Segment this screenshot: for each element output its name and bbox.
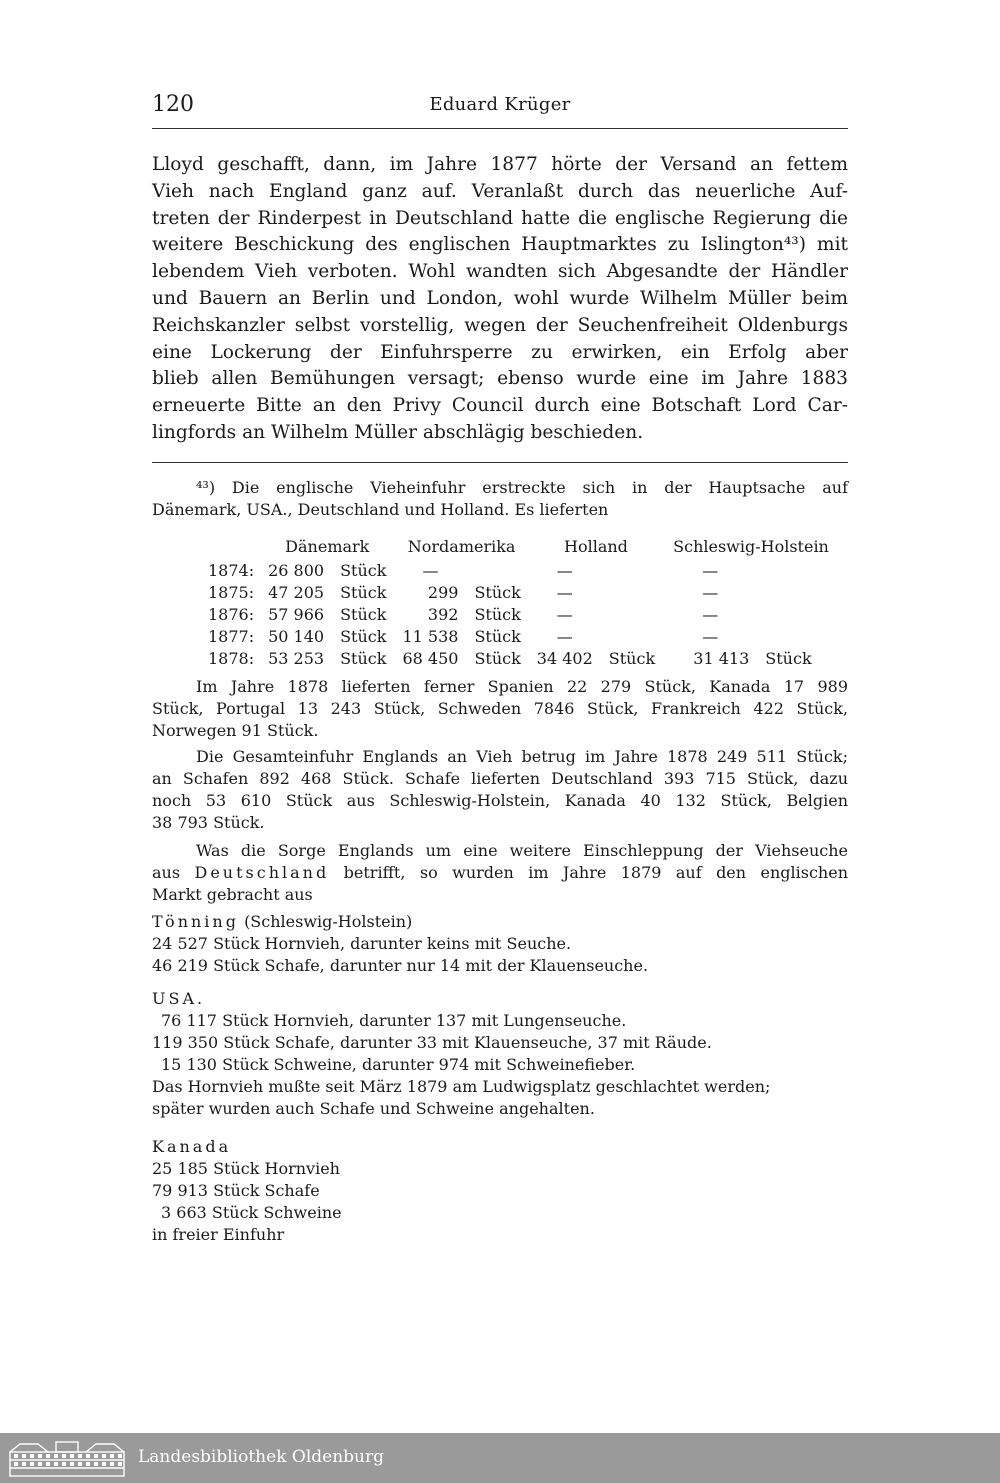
unit-cell: Stück [474,604,521,624]
library-name: Landesbibliothek Oldenburg [138,1447,385,1467]
value-cell: — [702,582,719,602]
unit-cell: Stück [765,648,812,668]
footnote-line: Markt gebracht aus [152,885,313,904]
unit-cell [601,603,663,625]
footnote-intro [152,477,848,521]
text-line: und Bauern an Berlin und London, wohl wurde Wilhelm Müller beim [152,287,848,309]
value-cell: — [702,626,719,646]
value-cell: 47 205 [268,582,325,602]
footnote-line: Stück, Portugal 13 243 Stück, Schweden 7846 Stück, Frankreich 422 Stück, [152,699,848,718]
unit-cell: Stück [340,582,387,602]
year-cell: 1875: [208,582,255,602]
footnote-line: an Schafen 892 468 Stück. Schafe lieferten Deutschland 393 715 Stück, dazu [152,769,848,788]
column-header-year [200,533,260,559]
value-cell: 57 966 [268,604,325,624]
table-header-row [200,533,839,559]
paragraph-1878 [152,676,848,742]
value-cell: — [556,582,573,602]
list-item: 119 350 Stück Schafe, darunter 33 mit Klauenseuche, 37 mit Räude. [152,1033,712,1052]
cattle-import-table [200,533,839,669]
footnote-line: noch 53 610 Stück aus Schleswig-Holstein, Kanada 40 132 Stück, Belgien [152,791,848,810]
column-header: Holland [564,536,628,556]
unit-cell: Stück [340,626,387,646]
paragraph-total-imports [152,746,848,834]
text-line: eine Lockerung der Einfuhrsperre zu erwirken, ein Erfolg aber [152,341,848,363]
page-header [152,92,848,122]
spaced-word: Deutschland [194,863,330,882]
footer-bar [0,1433,1000,1483]
column-header: Schleswig-Holstein [673,536,829,556]
list-item: später wurden auch Schafe und Schweine angehalten. [152,1099,595,1118]
section-usa [152,988,848,1120]
value-cell: — [556,560,573,580]
unit-cell: Stück [474,582,521,602]
list-item: 25 185 Stück Hornvieh [152,1159,340,1178]
unit-cell [757,581,839,603]
unit-cell: Stück [474,626,521,646]
text-line: weitere Beschickung des englischen Hauptmarktes zu Islington⁴³) mit [152,234,848,256]
year-cell: 1876: [208,604,255,624]
footnote-line: 38 793 Stück. [152,813,265,832]
unit-cell [466,559,528,581]
table-row [200,647,839,669]
footnote-line: Die Gesamteinfuhr Englands an Vieh betrug im Jahre 1878 249 511 Stück; [196,747,848,766]
unit-cell [601,559,663,581]
value-cell: 34 402 [536,648,593,668]
table-row [200,559,839,581]
text-span: aus [152,863,181,882]
text-line: Lloyd geschafft, dann, im Jahre 1877 hörte der Versand an fettem [152,154,848,175]
unit-cell: Stück [474,648,521,668]
footnote-line: Im Jahre 1878 lieferten ferner Spanien 22 279 Stück, Kanada 17 989 [196,677,848,696]
library-building-icon [8,1438,126,1478]
header-rule [152,128,848,129]
running-head: Eduard Krüger [429,94,571,115]
text-span: betrifft, so wurden im Jahre 1879 auf den englischen [343,863,849,882]
footnote-line: Was die Sorge Englands um eine weitere Einschleppung der Viehseuche [196,841,848,860]
year-cell: 1877: [208,626,255,646]
value-cell: 392 [427,604,459,624]
unit-cell [757,559,839,581]
list-item: 76 117 Stück Hornvieh, darunter 137 mit Lungenseuche. [161,1011,627,1030]
main-paragraph [152,152,848,447]
heading-text: Tönning [152,912,239,931]
value-cell: — [702,560,719,580]
text-line: lebendem Vieh verboten. Wohl wandten sich Abgesandte der Händler [152,261,848,283]
section-heading: Kanada [152,1137,232,1156]
table-row [200,581,839,603]
table-row [200,625,839,647]
unit-cell: Stück [340,604,387,624]
column-header: Nordamerika [407,536,516,556]
value-cell: — [556,626,573,646]
table-row [200,603,839,625]
footnote-line: Norwegen 91 Stück. [152,721,319,740]
value-cell: — [702,604,719,624]
section-heading: USA. [152,989,206,1008]
section-heading [152,911,848,933]
list-item: 15 130 Stück Schweine, darunter 974 mit Schweinefieber. [161,1055,636,1074]
text-line: Reichskanzler selbst vorstellig, wegen der Seuchenfreiheit Oldenburgs [152,314,848,336]
unit-cell [757,625,839,647]
value-cell: 31 413 [693,648,750,668]
text-line: blieb allen Bemühungen versagt; ebenso wurde eine im Jahre 1883 [152,368,848,390]
value-cell: 299 [427,582,459,602]
list-item: in freier Einfuhr [152,1225,285,1244]
list-item: Das Hornvieh mußte seit März 1879 am Ludwigsplatz geschlachtet werden; [152,1077,771,1096]
heading-region: (Schleswig-Holstein) [244,912,413,931]
text-line: treten der Rinderpest in Deutschland hatte die englische Regierung die [152,207,848,229]
year-cell: 1874: [208,560,255,580]
unit-cell [601,625,663,647]
list-item: 24 527 Stück Hornvieh, darunter keins mit Seuche. [152,934,572,953]
text-line: Vieh nach England ganz auf. Veranlaßt durch das neuerliche Auf- [152,180,848,202]
footnote-rule [152,462,848,463]
unit-cell [601,581,663,603]
paragraph-disease-concern [152,840,848,906]
value-cell: — [422,560,439,580]
text-line: lingfords an Wilhelm Müller abschlägig beschieden. [152,421,644,443]
page-number: 120 [152,92,194,117]
list-item: 46 219 Stück Schafe, darunter nur 14 mit der Klauenseuche. [152,956,649,975]
list-item: 3 663 Stück Schweine [161,1203,342,1222]
value-cell: 26 800 [268,560,325,580]
unit-cell: Stück [340,648,387,668]
text-line: erneuerte Bitte an den Privy Council durch eine Botschaft Lord Car- [152,395,848,417]
value-cell: 53 253 [268,648,325,668]
unit-cell [757,603,839,625]
footnote-line: ⁴³) Die englische Vieheinfuhr erstreckte sich in der Hauptsache auf [196,478,848,497]
year-cell: 1878: [208,648,255,668]
section-toenning [152,911,848,977]
list-item: 79 913 Stück Schafe [152,1181,320,1200]
value-cell: 68 450 [402,648,459,668]
unit-cell: Stück [340,560,387,580]
footnote-line: Dänemark, USA., Deutschland und Holland. Es lieferten [152,500,609,519]
footnote-line [152,862,848,884]
value-cell: 50 140 [268,626,325,646]
section-kanada [152,1136,848,1246]
value-cell: — [556,604,573,624]
unit-cell: Stück [608,648,656,668]
column-header: Dänemark [285,536,370,556]
value-cell: 11 538 [402,626,459,646]
